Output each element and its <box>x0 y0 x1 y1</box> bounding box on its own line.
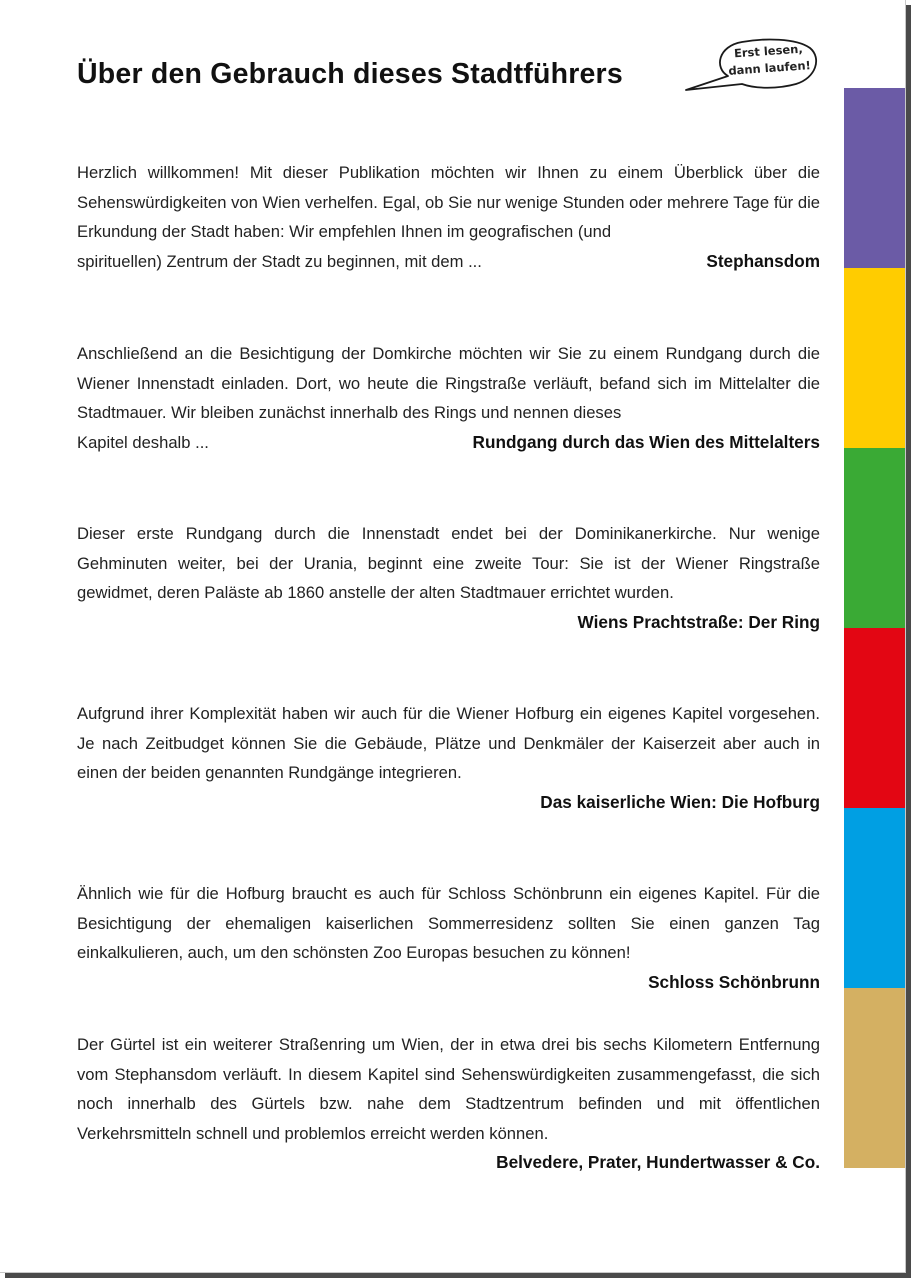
section-text: Ähnlich wie für die Hofburg braucht es auch für Schloss Schönbrunn ein eigenes Kapitel. Für die Besichtigung der ehemaligen kaiserlichen Sommerresidenz sollten Sie einen ganzen Tag einkalkulieren, auch, um den schönsten Zoo Europas besuchen zu können! <box>77 884 820 962</box>
tab-hofburg[interactable] <box>844 628 905 808</box>
section-stephansdom <box>77 158 820 276</box>
section-text: Dieser erste Rundgang durch die Innenstadt endet bei der Dominikanerkirche. Nur wenige Gehminuten weiter, bei der Urania, beginnt eine zweite Tour: Sie ist der Wiener Ringstraße gewidmet, deren Paläste ab 1860 anstelle der alten Stadtmauer errichtet wurden. <box>77 524 820 602</box>
section-schoenbrunn <box>77 879 820 997</box>
chapter-link-stephansdom[interactable]: Stephansdom <box>706 250 820 271</box>
bubble-line-2: dann laufen! <box>727 58 812 78</box>
tab-mittelalter[interactable] <box>844 268 905 448</box>
speech-bubble <box>684 38 820 94</box>
section-text: Herzlich willkommen! Mit dieser Publikation möchten wir Ihnen zu einem Überblick über die Sehenswürdigkeiten von Wien verhelfen. Egal, ob Sie nur wenige Stunden oder mehrere Tage für die Erkundung der Stadt haben: Wir empfehlen Ihnen im geografischen (und <box>77 163 820 241</box>
chapter-link-schoenbrunn[interactable]: Schloss Schönbrunn <box>648 971 820 992</box>
section-text: Aufgrund ihrer Komplexität haben wir auch für die Wiener Hofburg ein eigenes Kapitel vorgesehen. Je nach Zeitbudget können Sie die Gebäude, Plätze und Denkmäler der Kaiserzeit aber auch in einen der beiden genannten Rundgänge integrieren. <box>77 704 820 782</box>
bubble-line-1: Erst lesen, <box>733 41 804 61</box>
page-title: Über den Gebrauch dieses Stadtführers <box>77 58 623 90</box>
chapter-link-mittelalter[interactable]: Rundgang durch das Wien des Mittelalters <box>472 431 820 452</box>
chapter-color-tabs <box>844 88 905 1168</box>
speech-bubble-text <box>723 40 815 80</box>
section-ring <box>77 519 820 637</box>
section-mittelalter <box>77 339 820 457</box>
tab-ring[interactable] <box>844 448 905 628</box>
chapter-link-belvedere[interactable]: Belvedere, Prater, Hundertwasser & Co. <box>496 1152 820 1172</box>
section-text: Der Gürtel ist ein weiterer Straßenring um Wien, der in etwa drei bis sechs Kilometern Entfernung vom Stephansdom verläuft. In diesem Kapitel sind Sehenswürdigkeiten zusammengefasst, die sich noch innerhalb des Gürtels bzw. nahe dem Stadtzentrum befinden und mit öffentlichen Verkehrsmitteln schnell und problemlos erreicht werden können. <box>77 1035 820 1143</box>
section-hofburg <box>77 699 820 817</box>
tab-schoenbrunn[interactable] <box>844 808 905 988</box>
chapter-link-ring[interactable]: Wiens Prachtstraße: Der Ring <box>577 611 820 632</box>
section-lead-text: spirituellen) Zentrum der Stadt zu beginnen, mit dem ... <box>77 251 482 271</box>
section-text: Anschließend an die Besichtigung der Domkirche möchten wir Sie zu einem Rundgang durch die Wiener Innenstadt einladen. Dort, wo heute die Ringstraße verläuft, befand sich im Mittelalter die Stadtmauer. Wir bleiben zunächst innerhalb des Rings und nennen dieses <box>77 344 820 422</box>
section-lead-text: Kapitel deshalb ... <box>77 432 209 452</box>
section-belvedere <box>77 1030 820 1178</box>
tab-belvedere[interactable] <box>844 988 905 1168</box>
chapter-link-hofburg[interactable]: Das kaiserliche Wien: Die Hofburg <box>540 791 820 812</box>
tab-stephansdom[interactable] <box>844 88 905 268</box>
